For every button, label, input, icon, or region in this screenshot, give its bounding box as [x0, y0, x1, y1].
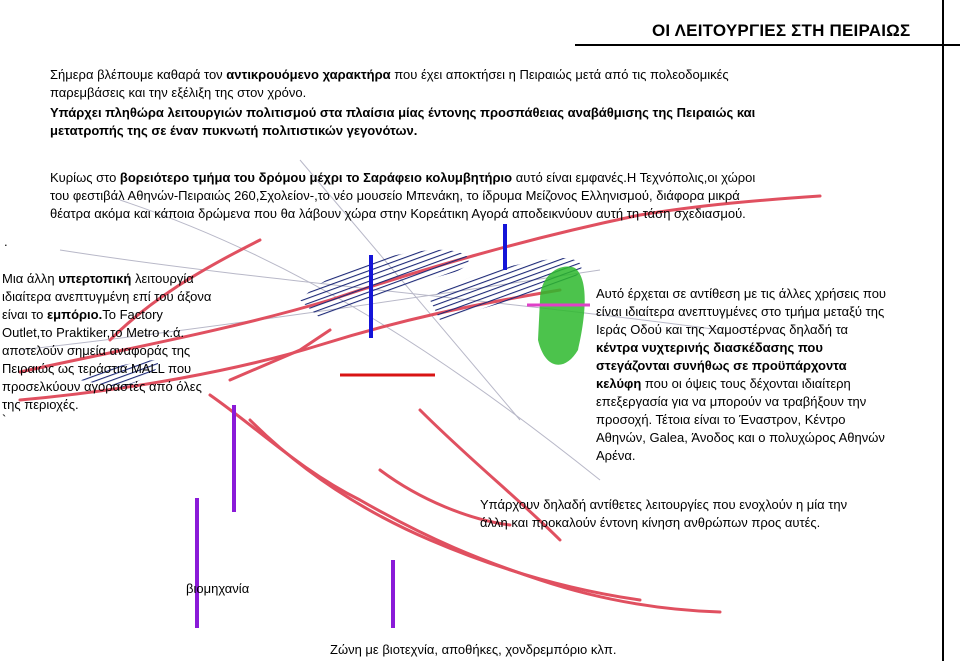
- commerce-line-1: Μια άλλη υπερτοπική λειτουργία: [2, 271, 194, 286]
- north-line-3: θέατρα ακόμα και κάποια δρώμενα που θα λάβουν χώρα στην Κορεάτικη Αγορά αποδεικνύουν αυτή τη τάση σχεδιασμού.: [50, 206, 746, 221]
- commerce-line-8: της περιοχές.: [2, 397, 79, 412]
- nightlife-line-6: κελύφη που οι όψεις τους δέχονται ιδιαίτερη: [596, 376, 851, 391]
- commerce-tick: `: [2, 412, 7, 427]
- north-paragraph: [50, 169, 910, 223]
- commerce-line-7: προσελκύουν αγοραστές από όλες: [2, 379, 202, 394]
- nightlife-line-8: προσοχή. Τέτοια είναι το Έναστρον, Κέντρο: [596, 412, 846, 427]
- north-line-1: Κυρίως στο βορειότερο τμήμα του δρόμου μέχρι το Σαράφειο κολυμβητήριο αυτό είναι εμφανές.Η Τεχνόπολις,οι χώροι: [50, 170, 756, 185]
- conflict-line-1: Υπάρχουν δηλαδή αντίθετες λειτουργίες που ενοχλούν η μία την: [480, 497, 848, 512]
- commerce-paragraph: [2, 270, 242, 426]
- header-rule: [575, 44, 960, 46]
- intro-line-1: Σήμερα βλέπουμε καθαρά τον αντικρουόμενο χαρακτήρα που έχει αποκτήσει η Πειραιώς μετά από τις πολεοδομικές: [50, 67, 729, 82]
- nightlife-line-10: Αρένα.: [596, 448, 636, 463]
- nightlife-green-zone: [538, 267, 585, 365]
- dot-mark: .: [4, 234, 8, 249]
- industry-label: βιομηχανία: [186, 581, 250, 596]
- commerce-line-2: ιδιαίτερα ανεπτυγμένη επί του άξονα: [2, 289, 212, 304]
- commerce-line-3: είναι το εμπόριο.Το Factory: [2, 307, 163, 322]
- nightlife-line-7: επεξεργασία για να μπορούν να τραβήξουν την: [596, 394, 867, 409]
- right-border: [942, 0, 944, 661]
- commerce-line-4: Outlet,το Praktiker,το Metro κ.ά.: [2, 325, 185, 340]
- nightlife-line-2: είναι ιδιαίτερα ανεπτυγμένες στο τμήμα μεταξύ της: [596, 304, 885, 319]
- intro-paragraph: [50, 66, 850, 140]
- page-title: ΟΙ ΛΕΙΤΟΥΡΓΙΕΣ ΣΤΗ ΠΕΙΡΑΙΩΣ: [652, 21, 911, 40]
- bottom-zone-label: Ζώνη με βιοτεχνία, αποθήκες, χονδρεμπόριο κλπ.: [330, 642, 617, 657]
- conflict-line-2: άλλη και προκαλούν έντονη κίνηση ανθρώπων προς αυτές.: [480, 515, 821, 530]
- commerce-line-6: Πειραιώς ως τεράστια MALL που: [2, 361, 192, 376]
- nightlife-paragraph: [596, 285, 926, 465]
- conflict-paragraph: [480, 496, 900, 532]
- commerce-line-5: αποτελούν σημεία αναφοράς της: [2, 343, 191, 358]
- intro-line-2: παρεμβάσεις και την εξέλιξη της στον χρόνο.: [50, 85, 307, 100]
- nightlife-line-9: Αθηνών, Galea, Άνοδος και ο πολυχώρος Αθηνών: [596, 430, 885, 445]
- north-line-2: του φεστιβάλ Αθηνών-Πειραιώς 260,Σχολείον-,το νέο μουσείο Μπενάκη, το ίδρυμα Μείζονος Ελληνισμού, διάφορα μικρά: [50, 188, 740, 203]
- nightlife-line-4: κέντρα νυχτερινής διασκέδασης που: [596, 340, 823, 355]
- nightlife-line-3: Ιεράς Οδού και της Χαμοστέρνας δηλαδή τα: [596, 322, 849, 337]
- nightlife-line-1: Αυτό έρχεται σε αντίθεση με τις άλλες χρήσεις που: [596, 286, 887, 301]
- intro-line-4: μετατροπής της σε έναν πυκνωτή πολιτιστικών γεγονότων.: [50, 123, 418, 138]
- intro-line-3: Υπάρχει πληθώρα λειτουργιών πολιτισμού στα πλαίσια μίας έντονης προσπάθειας αναβάθμισης της Πειραιώς και: [50, 105, 756, 120]
- nightlife-line-5: στεγάζονται συνήθως σε προϋπάρχοντα: [596, 358, 847, 373]
